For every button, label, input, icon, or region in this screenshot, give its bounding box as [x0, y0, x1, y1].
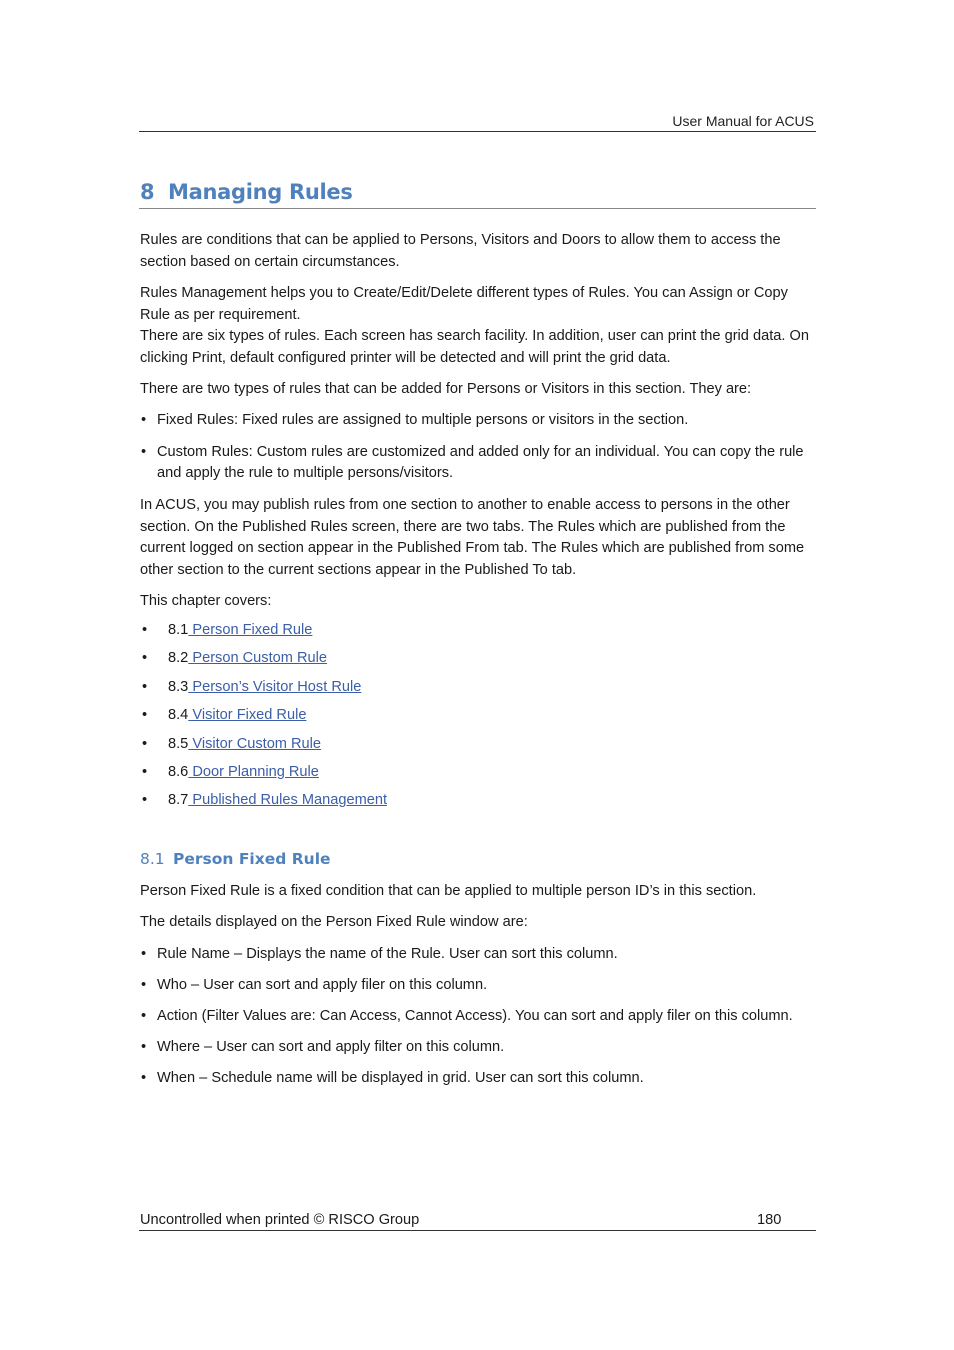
toc-link-person-fixed-rule[interactable]: Person Fixed Rule: [188, 622, 313, 638]
bullet-icon: •: [142, 707, 148, 724]
paragraph-person-fixed-rule: Person Fixed Rule is a fixed condition that can be applied to multiple person ID’s in this section.: [140, 883, 757, 899]
paragraph-intro: Rules are conditions that can be applied to Persons, Visitors and Doors to allow them to access the section based on certain circumstances.: [140, 232, 781, 270]
toc-item: • 8.2 Person Custom Rule: [140, 648, 816, 676]
bullet-icon: •: [142, 735, 148, 752]
paragraph-rules-management: Rules Management helps you to Create/Edit/Delete different types of Rules. You can Assign or Copy Rule as per requirement.: [140, 285, 788, 323]
toc-item: • 8.5 Visitor Custom Rule: [140, 734, 816, 762]
paragraph-six-types: There are six types of rules. Each screen has search facility. In addition, user can print the grid data. On clicking Print, default configured printer will be detected and will print the grid data.: [140, 328, 809, 366]
list-item: • Action (Filter Values are: Can Access, Cannot Access). You can sort and apply filer on this column.: [140, 1006, 816, 1028]
list-item: • Where – User can sort and apply filter on this column.: [140, 1037, 816, 1059]
toc-item: • 8.6 Door Planning Rule: [140, 762, 816, 790]
list-item: • When – Schedule name will be displayed in grid. User can sort this column.: [140, 1068, 816, 1090]
paragraph-chapter-covers: This chapter covers:: [140, 593, 272, 609]
document-page: [139, 0, 816, 1350]
section-title: [140, 850, 331, 868]
toc-link-door-planning-rule[interactable]: Door Planning Rule: [188, 763, 319, 780]
bullet-icon: •: [141, 412, 147, 428]
running-header: User Manual for ACUS: [672, 113, 814, 129]
chapter-toc: [140, 620, 816, 819]
toc-item: • 8.7 Published Rules Management: [140, 790, 816, 818]
details-list: [140, 944, 816, 1090]
toc-link-published-rules[interactable]: Published Rules Management: [188, 792, 388, 809]
list-item: • Rule Name – Displays the name of the Rule. User can sort this column.: [140, 944, 816, 966]
bullet-icon: •: [142, 792, 148, 809]
toc-link-visitor-host-rule[interactable]: Person’s Visitor Host Rule: [188, 678, 362, 695]
footer-rule: [139, 1230, 816, 1231]
chapter-rule: [139, 208, 816, 209]
toc-link-person-custom-rule[interactable]: Person Custom Rule: [188, 650, 327, 667]
bullet-icon: •: [141, 946, 147, 962]
list-item: • Who – User can sort and apply filer on this column.: [140, 975, 816, 997]
bullet-icon: •: [141, 1039, 147, 1055]
bullet-icon: •: [142, 622, 148, 638]
list-item: • Fixed Rules: Fixed rules are assigned to multiple persons or visitors in the section.: [140, 410, 816, 432]
bullet-icon: •: [141, 1008, 147, 1024]
section-number: 8.1: [140, 850, 165, 868]
page-number: 180: [757, 1212, 782, 1228]
list-item: • Custom Rules: Custom rules are customized and added only for an individual. You can copy the rule and apply the rule to multiple persons/visitors.: [141, 443, 804, 482]
chapter-title: [140, 180, 816, 204]
chapter-title-text: Managing Rules: [168, 180, 353, 204]
bullet-icon: •: [142, 763, 148, 780]
rule-types-list: [140, 410, 816, 485]
toc-link-visitor-custom-rule[interactable]: Visitor Custom Rule: [188, 735, 322, 752]
toc-link-visitor-fixed-rule[interactable]: Visitor Fixed Rule: [188, 707, 307, 724]
bullet-icon: •: [141, 1070, 147, 1086]
bullet-icon: •: [142, 650, 148, 667]
paragraph-two-types: There are two types of rules that can be added for Persons or Visitors in this section. They are:: [140, 381, 752, 397]
toc-item: • 8.1 Person Fixed Rule: [140, 620, 816, 648]
toc-item: • 8.4 Visitor Fixed Rule: [140, 705, 816, 733]
paragraph-details-displayed: The details displayed on the Person Fixed Rule window are:: [140, 914, 528, 930]
bullet-icon: •: [141, 443, 147, 460]
bullet-icon: •: [141, 977, 147, 993]
bullet-icon: •: [142, 678, 148, 695]
header-rule: [139, 131, 816, 132]
toc-item: • 8.3 Person’s Visitor Host Rule: [140, 677, 816, 705]
paragraph-publish: In ACUS, you may publish rules from one section to another to enable access to persons in the other section. On the Published Rules screen, there are two tabs. The Rules which are published from the current logged on section appear in the Published From tab. The Rules which are published from some other section to the current sections appear in the Published To tab.: [140, 497, 805, 579]
chapter-number: 8: [140, 180, 155, 204]
section-title-text: Person Fixed Rule: [173, 850, 331, 868]
footer-copyright: Uncontrolled when printed © RISCO Group: [140, 1212, 420, 1228]
